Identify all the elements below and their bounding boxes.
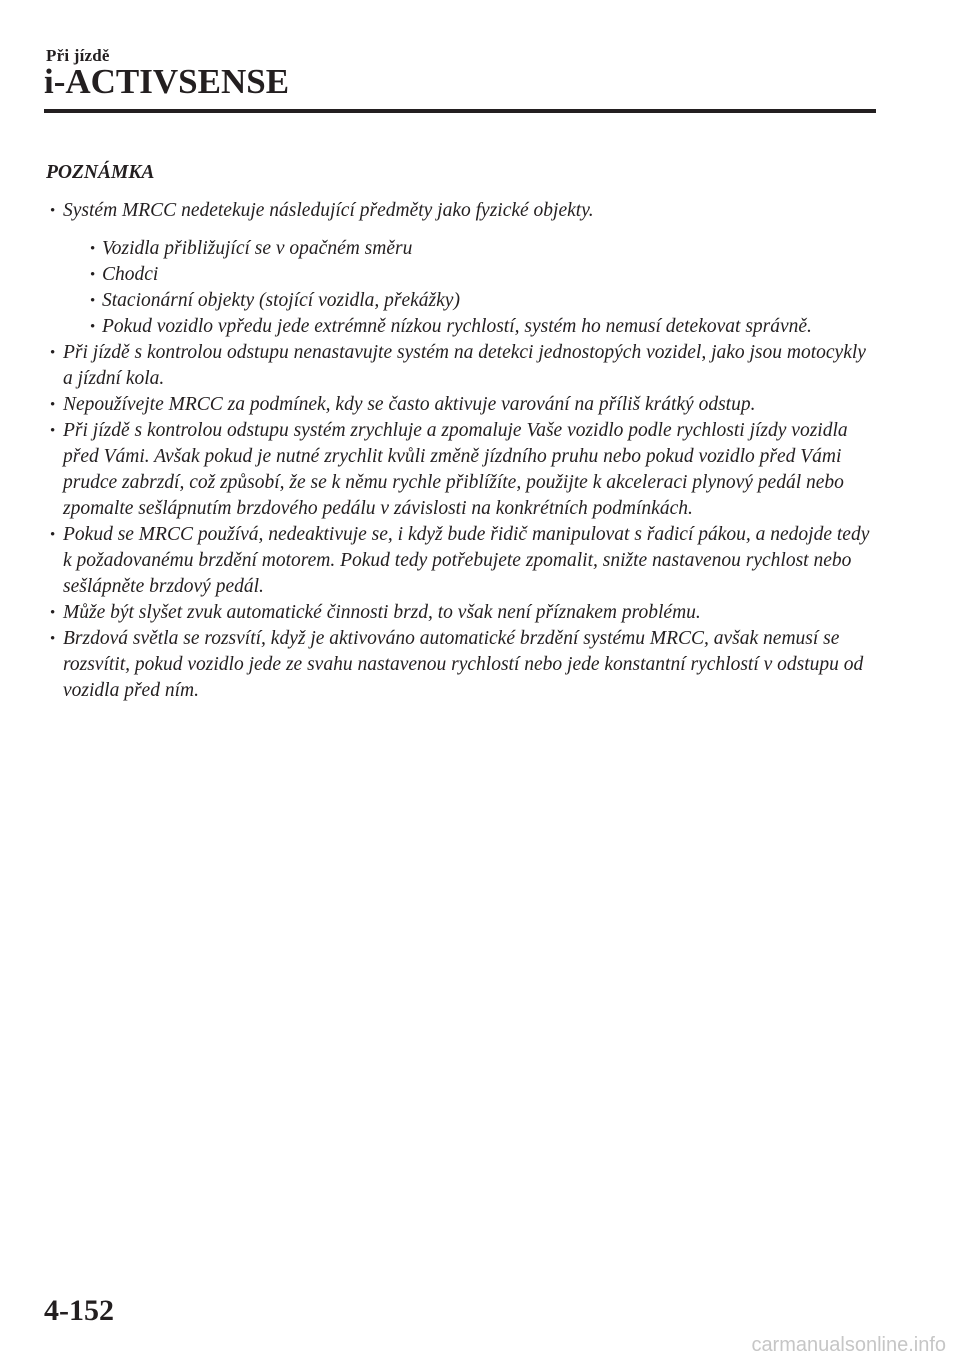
note-subitem [80,288,876,314]
bullet-icon: • [90,319,96,335]
note-item [46,600,876,626]
bullet-icon: • [50,631,56,647]
note-item-text: Při jízdě s kontrolou odstupu nenastavujte systém na detekci jednostopých vozidel, jako jsou motocykly a jízdní kola. [63,342,866,389]
bullet-icon: • [50,345,56,361]
note-subitem [80,236,876,262]
bullet-icon: • [90,241,96,257]
header-rule [44,109,876,113]
note-item-text: Brzdová světla se rozsvítí, když je aktivováno automatické brzdění systému MRCC, avšak nemusí se rozsvítit, pokud vozidlo jede ze svahu nastavenou rychlostí nebo jede konstantní rychlostí v odstupu od vozidla před ním. [63,628,864,701]
note-item [46,198,876,340]
bullet-icon: • [50,527,56,543]
note-block [46,160,876,704]
note-sublist [63,236,876,340]
bullet-icon: • [50,423,56,439]
note-item-text: Pokud se MRCC používá, nedeaktivuje se, i když bude řidič manipulovat s řadicí pákou, a nedojde tedy k požadovanému brzdění motorem. Pokud tedy potřebujete zpomalit, snižte nastavenou rychlost nebo sešlápněte brzdový pedál. [63,524,870,597]
note-subitem-text: Stacionární objekty (stojící vozidla, překážky) [102,290,460,311]
note-item-text: Může být slyšet zvuk automatické činnosti brzd, to však není příznakem problému. [63,602,701,623]
bullet-icon: • [50,203,56,219]
page-number: 4-152 [44,1294,114,1327]
note-item-text: Systém MRCC nedetekuje následující předměty jako fyzické objekty. [63,200,594,221]
chapter-title: i-ACTIVSENSE [44,62,290,101]
note-list [46,198,876,704]
section-label: Při jízdě [46,46,110,65]
bullet-icon: • [50,605,56,621]
bullet-icon: • [90,293,96,309]
note-subitem-text: Pokud vozidlo vpředu jede extrémně nízkou rychlostí, systém ho nemusí detekovat správně. [102,316,812,337]
note-subitem-text: Chodci [102,264,159,285]
note-item [46,392,876,418]
note-subitem [80,262,876,288]
bullet-icon: • [90,267,96,283]
bullet-icon: • [50,397,56,413]
note-heading: POZNÁMKA [46,162,155,183]
note-item-text: Nepoužívejte MRCC za podmínek, kdy se často aktivuje varování na příliš krátký odstup. [63,394,756,415]
note-item [46,340,876,392]
note-subitem [80,314,876,340]
note-item-text: Při jízdě s kontrolou odstupu systém zrychluje a zpomaluje Vaše vozidlo podle rychlosti jízdy vozidla před Vámi. Avšak pokud je nutné zrychlit kvůli změně jízdního pruhu nebo pokud vozidlo před Vámi prudce zabrzdí, což způsobí, že se k němu rychle přiblížíte, použijte k akceleraci plynový pedál nebo zpomalte sešlápnutím brzdového pedálu v závislosti na konkrétních podmínkách. [63,420,848,519]
note-item [46,626,876,704]
note-item [46,522,876,600]
note-item [46,418,876,522]
site-watermark: carmanualsonline.info [751,1334,946,1356]
note-subitem-text: Vozidla přibližující se v opačném směru [102,238,413,259]
